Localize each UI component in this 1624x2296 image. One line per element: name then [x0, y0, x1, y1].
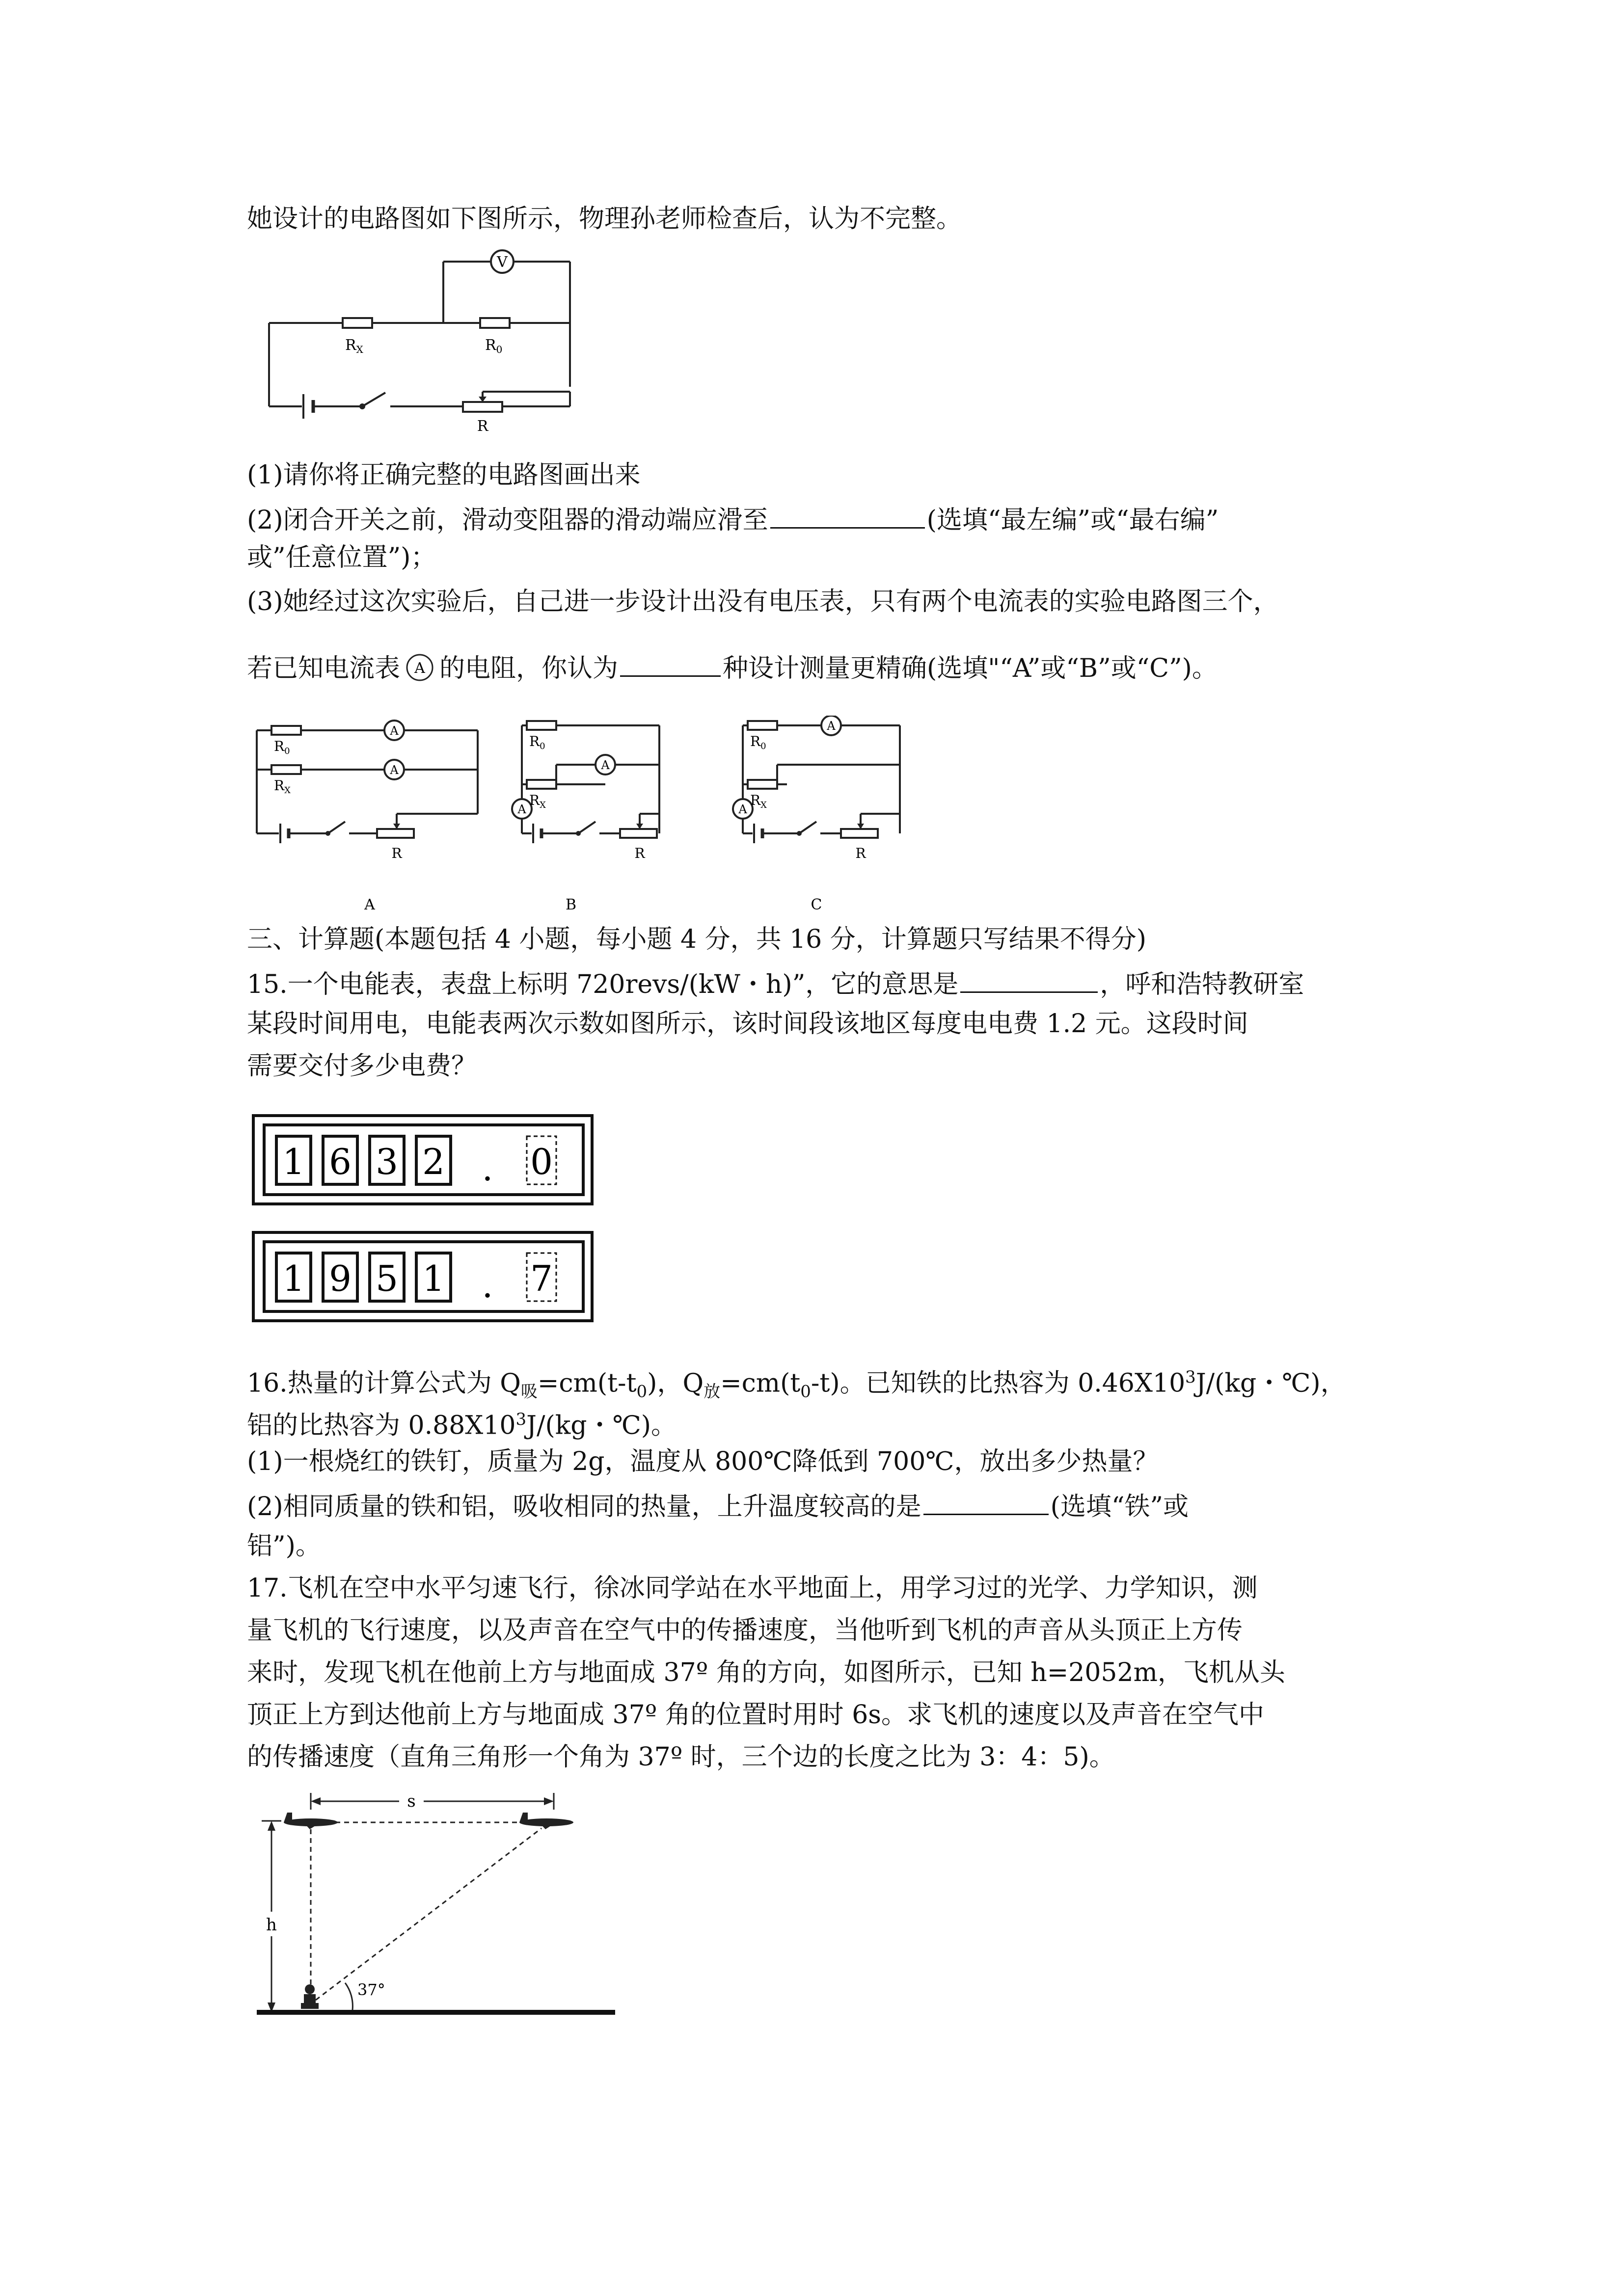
switch-pivot	[359, 403, 365, 409]
meter1-digit-4: 2	[422, 1141, 445, 1182]
rheostat	[463, 402, 502, 412]
q14-part3-cont: 若已知电流表 A 的电阻，你认为 种设计测量更精确(选填"“A”或“B”或“C”)。	[247, 648, 1218, 688]
q16-line2: 铝的比热容为 $0.88X10^3J/(kg$・℃)。	[247, 1410, 677, 1441]
resistor-rx	[343, 318, 372, 328]
label-s: s	[407, 1791, 416, 1811]
q17-line5: 的传播速度（直角三角形一个角为 37º 时，三个边的长度之比为 3：4：5)。	[247, 1742, 1115, 1772]
answer-blank-higher-temp[interactable]	[923, 1486, 1049, 1515]
answer-blank-slider-position[interactable]	[770, 500, 925, 529]
meter2-digit-1: 1	[282, 1258, 305, 1299]
airplane-right-icon	[519, 1813, 573, 1829]
resistor-r0	[480, 318, 510, 328]
q15-line2: 某段时间用电，电能表两次示数如图所示，该时间段该地区每度电电费 1.2 元。这段时间	[247, 1009, 1248, 1039]
q15-line1: 15.一个电能表，表盘上标明 720revs/(kW・h)”，它的意思是 ，呼和浩特教研室	[247, 964, 1304, 1002]
airplane-triangle-diagram	[252, 1789, 625, 2025]
rx-label: $R_X$	[345, 337, 363, 355]
student-observer-icon	[301, 1984, 319, 2009]
meter2-digit-3: 5	[376, 1258, 398, 1299]
q14-part2: (2)闭合开关之前，滑动变阻器的滑动端应滑至 (选填“最左编”或“最右编”	[247, 500, 1218, 538]
circuit-designs-abc	[247, 716, 944, 922]
circuit-a-caption: A	[364, 896, 375, 913]
meter1-digit-3: 3	[376, 1141, 398, 1182]
meter1-decimal: 0	[530, 1141, 553, 1182]
angle-arc	[345, 1983, 352, 2010]
circuit-b-r0-label: $R_0$	[529, 733, 545, 751]
q17-line4: 顶正上方到达他前上方与地面成 37º 角的位置时用时 6s。求飞机的速度以及声音在空气中	[247, 1700, 1264, 1730]
q16-part2-cont: 铝”)。	[247, 1531, 321, 1561]
q15-line3: 需要交付多少电费？	[247, 1051, 477, 1081]
circuit-a-ammeter1: A	[390, 724, 399, 738]
circuit-a-r0-label: $R_0$	[274, 738, 290, 756]
circuit-b-caption: B	[565, 896, 577, 913]
meter-reading-1	[253, 1116, 592, 1204]
electric-meter-readings	[252, 1114, 605, 1330]
q14-part1: (1)请你将正确完整的电路图画出来	[247, 460, 641, 490]
section3-heading: 三、计算题(本题包括 4 小题，每小题 4 分，共 16 分，计算题只写结果不得分)	[247, 925, 1147, 954]
meter2-decimal: 7	[530, 1258, 553, 1299]
q14-part3: (3)她经过这次实验后，自己进一步设计出没有电压表，只有两个电流表的实验电路图三个，	[247, 587, 1279, 616]
airplane-left-icon	[284, 1813, 338, 1829]
circuit-a-rx-label: $R_X$	[274, 777, 291, 796]
meter1-digit-2: 6	[329, 1141, 352, 1182]
voltmeter-label: V	[497, 254, 508, 271]
circuit-c-caption: C	[811, 896, 822, 913]
q17-line1: 17.飞机在空中水平匀速飞行，徐冰同学站在水平地面上，用学习过的光学、力学知识，测	[247, 1574, 1258, 1603]
rheostat-label: R	[477, 418, 488, 435]
q16-part2: (2)相同质量的铁和铝，吸收相同的热量，上升温度较高的是 (选填“铁”或	[247, 1486, 1189, 1524]
meter2-digit-2: 9	[329, 1258, 352, 1299]
circuit-b-rheostat-label: R	[634, 845, 645, 861]
q17-line3: 来时，发现飞机在他前上方与地面成 37º 角的方向，如图所示，已知 h=2052m，飞机从头	[247, 1658, 1285, 1687]
circuit-a-ammeter2: A	[390, 763, 399, 777]
r0-label: $R_0$	[485, 337, 503, 355]
circuit-c-r0-label: $R_0$	[750, 733, 766, 751]
meter-reading-2	[253, 1232, 592, 1321]
circuit-c-rheostat-label: R	[855, 845, 866, 861]
svg-text:A: A	[414, 659, 425, 677]
answer-blank-best-design[interactable]	[620, 648, 721, 677]
label-h: h	[266, 1915, 277, 1935]
meter2-dot: .	[482, 1264, 493, 1306]
ammeter-icon	[402, 653, 437, 688]
circuit-c-rx-label: $R_X$	[750, 792, 767, 810]
circuit-b-ammeter2: A	[517, 802, 526, 816]
circuit-b-rx-label: $R_X$	[529, 792, 546, 810]
circuit-c-ammeter1: A	[827, 719, 836, 733]
q17-line2: 量飞机的飞行速度，以及声音在空气中的传播速度，当他听到飞机的声音从头顶正上方传	[247, 1616, 1243, 1645]
meter2-digit-4: 1	[422, 1258, 445, 1299]
q14-intro: 她设计的电路图如下图所示，物理孙老师检查后，认为不完整。	[247, 204, 962, 234]
circuit-a-rheostat-label: R	[391, 845, 402, 861]
meter1-digit-1: 1	[282, 1141, 305, 1182]
meter1-dot: .	[482, 1148, 493, 1189]
label-angle: 37°	[357, 1980, 385, 1999]
q16-line1: 16.热量的计算公式为 $Q_吸=cm(t-t_0)$，$Q_放=cm(t_0-t)$。已知铁的比热容为 $0.46X10^3J/(kg$・℃)，	[247, 1367, 1346, 1402]
circuit-diagram-incomplete	[257, 249, 581, 436]
circuit-a	[257, 721, 478, 913]
circuit-b	[512, 721, 659, 913]
circuit-c-ammeter2: A	[738, 802, 747, 816]
q16-part1: (1)一根烧红的铁钉，质量为 2g，温度从 800℃降低到 700℃，放出多少热量？	[247, 1447, 1159, 1476]
circuit-b-ammeter1: A	[601, 758, 610, 772]
circuit-c	[733, 716, 900, 913]
answer-blank-meter-meaning[interactable]	[960, 964, 1098, 993]
q14-part2-cont: 或”任意位置”)；	[247, 543, 436, 572]
